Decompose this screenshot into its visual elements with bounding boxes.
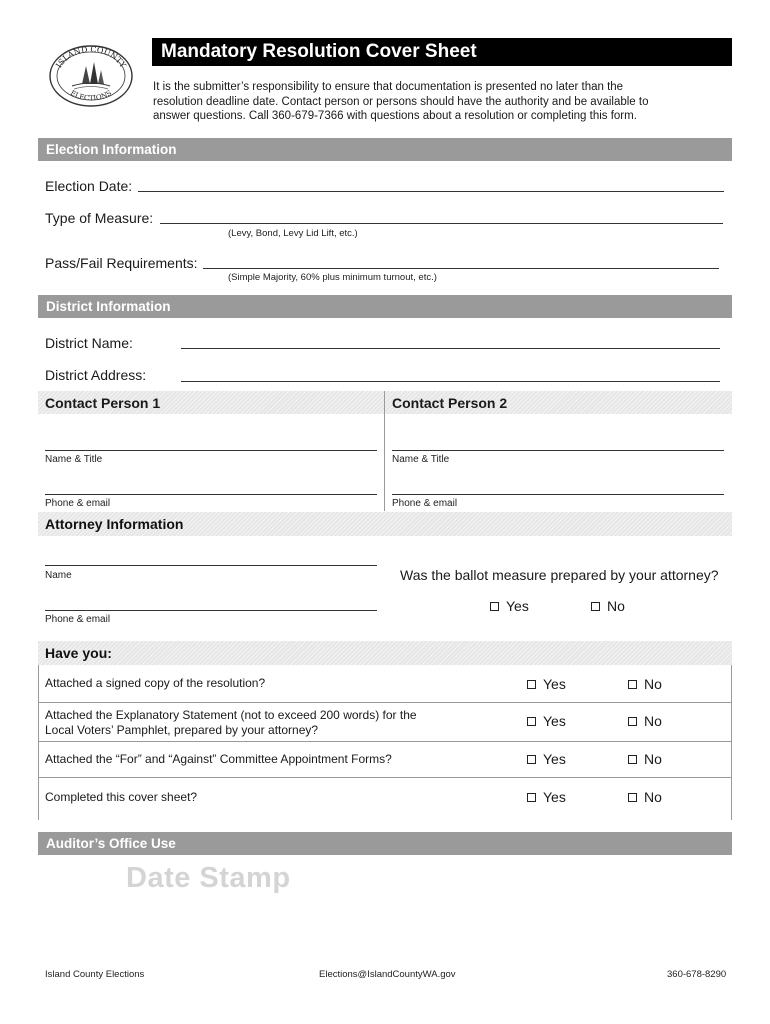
contact-2-phone-email-label: Phone & email (392, 498, 458, 509)
contact-1-name-title-field[interactable] (45, 450, 377, 451)
footer-phone: 360-678-8290 (667, 969, 727, 980)
district-name-field[interactable] (181, 348, 720, 349)
item-3-no-checkbox[interactable] (628, 755, 637, 764)
contact-1-phone-email-field[interactable] (45, 494, 377, 495)
item-2-yes-checkbox[interactable] (527, 717, 536, 726)
attorney-yes-label: Yes (506, 598, 529, 614)
attorney-no-checkbox[interactable] (591, 602, 600, 611)
attorney-information-header: Attorney Information (38, 512, 732, 536)
contact-person-1-title: Contact Person 1 (45, 395, 161, 411)
item-2-no-label: No (644, 713, 662, 729)
item-1-yes-checkbox[interactable] (527, 680, 536, 689)
item-4-yes-label: Yes (543, 789, 566, 805)
type-of-measure-hint: (Levy, Bond, Levy Lid Lift, etc.) (228, 228, 358, 239)
election-date-label: Election Date: (45, 178, 133, 194)
svg-text:ELECTIONS (69, 89, 113, 102)
item-4-no-checkbox[interactable] (628, 793, 637, 802)
attorney-question: Was the ballot measure prepared by your attorney? (400, 567, 719, 583)
attorney-yes-option[interactable] (490, 598, 529, 614)
auditor-office-use-header: Auditor’s Office Use (38, 832, 732, 855)
contact-2-name-title-label: Name & Title (392, 454, 450, 465)
checklist-item-2-line-2: Local Voters’ Pamphlet, prepared by your attorney? (45, 723, 319, 737)
checklist-item-2-line-1: Attached the Explanatory Statement (not to exceed 200 words) for the (45, 708, 417, 722)
attorney-name-label: Name (45, 570, 72, 581)
item-2-no-checkbox[interactable] (628, 717, 637, 726)
footer-organization: Island County Elections (45, 969, 145, 980)
intro-line-1: It is the submitter’s responsibility to ensure that documentation is presented no later than the (153, 81, 624, 93)
item-1-no-checkbox[interactable] (628, 680, 637, 689)
type-of-measure-field[interactable] (160, 223, 723, 224)
district-information-header: District Information (38, 295, 732, 318)
item-1-yes-label: Yes (543, 676, 566, 692)
contact-divider (384, 391, 385, 511)
date-stamp-area: Date Stamp (126, 862, 291, 894)
type-of-measure-label: Type of Measure: (45, 210, 154, 226)
district-address-field[interactable] (181, 381, 720, 382)
item-3-no-option[interactable] (628, 751, 662, 767)
intro-text (153, 80, 723, 124)
checklist-divider (38, 777, 732, 778)
election-information-header: Election Information (38, 138, 732, 161)
contact-1-name-title-label: Name & Title (45, 454, 103, 465)
logo-top-text: ISLAND COUNTY (54, 44, 128, 70)
item-4-no-label: No (644, 789, 662, 805)
item-1-yes-option[interactable] (527, 676, 566, 692)
item-2-yes-option[interactable] (527, 713, 566, 729)
item-2-no-option[interactable] (628, 713, 662, 729)
checklist-divider (38, 702, 732, 703)
item-1-no-label: No (644, 676, 662, 692)
page-title: Mandatory Resolution Cover Sheet (152, 38, 732, 66)
contact-2-phone-email-field[interactable] (392, 494, 724, 495)
checklist-item-2 (45, 708, 417, 738)
pass-fail-field[interactable] (203, 268, 719, 269)
checklist-item-4-line-1: Completed this cover sheet? (45, 790, 198, 804)
district-name-label: District Name: (45, 335, 133, 351)
logo-bottom-text: ELECTIONS (68, 89, 114, 103)
item-4-yes-checkbox[interactable] (527, 793, 536, 802)
checklist-item-1 (45, 676, 265, 691)
contact-2-name-title-field[interactable] (392, 450, 724, 451)
pass-fail-hint: (Simple Majority, 60% plus minimum turnout, etc.) (228, 272, 437, 283)
intro-line-2: resolution deadline date. Contact person or persons should have the authority and be available to (153, 95, 649, 108)
election-date-field[interactable] (138, 191, 724, 192)
footer-email[interactable]: Elections@IslandCountyWA.gov (319, 969, 456, 980)
svg-text:ISLAND COUNTY (54, 45, 128, 70)
item-3-no-label: No (644, 751, 662, 767)
district-address-label: District Address: (45, 367, 147, 383)
item-3-yes-label: Yes (543, 751, 566, 767)
attorney-no-label: No (607, 598, 625, 614)
attorney-phone-email-field[interactable] (45, 610, 377, 611)
island-county-elections-logo (48, 44, 134, 108)
attorney-name-field[interactable] (45, 565, 377, 566)
contact-1-phone-email-label: Phone & email (45, 498, 111, 509)
attorney-yes-checkbox[interactable] (490, 602, 499, 611)
intro-line-3: answer questions. Call 360-679-7366 with questions about a resolution or completing this form. (153, 110, 637, 122)
checklist-item-1-line-1: Attached a signed copy of the resolution? (45, 676, 266, 690)
attorney-no-option[interactable] (591, 598, 625, 614)
checklist-divider (38, 741, 732, 742)
item-3-yes-option[interactable] (527, 751, 566, 767)
checklist-item-4 (45, 790, 197, 805)
item-1-no-option[interactable] (628, 676, 662, 692)
attorney-phone-email-label: Phone & email (45, 614, 111, 625)
have-you-header: Have you: (38, 641, 732, 665)
item-2-yes-label: Yes (543, 713, 566, 729)
item-4-no-option[interactable] (628, 789, 662, 805)
contact-person-2-title: Contact Person 2 (392, 395, 508, 411)
item-4-yes-option[interactable] (527, 789, 566, 805)
checklist-item-3-line-1: Attached the “For” and “Against” Committee Appointment Forms? (45, 752, 392, 766)
item-3-yes-checkbox[interactable] (527, 755, 536, 764)
checklist-item-3 (45, 752, 392, 767)
pass-fail-label: Pass/Fail Requirements: (45, 255, 198, 271)
